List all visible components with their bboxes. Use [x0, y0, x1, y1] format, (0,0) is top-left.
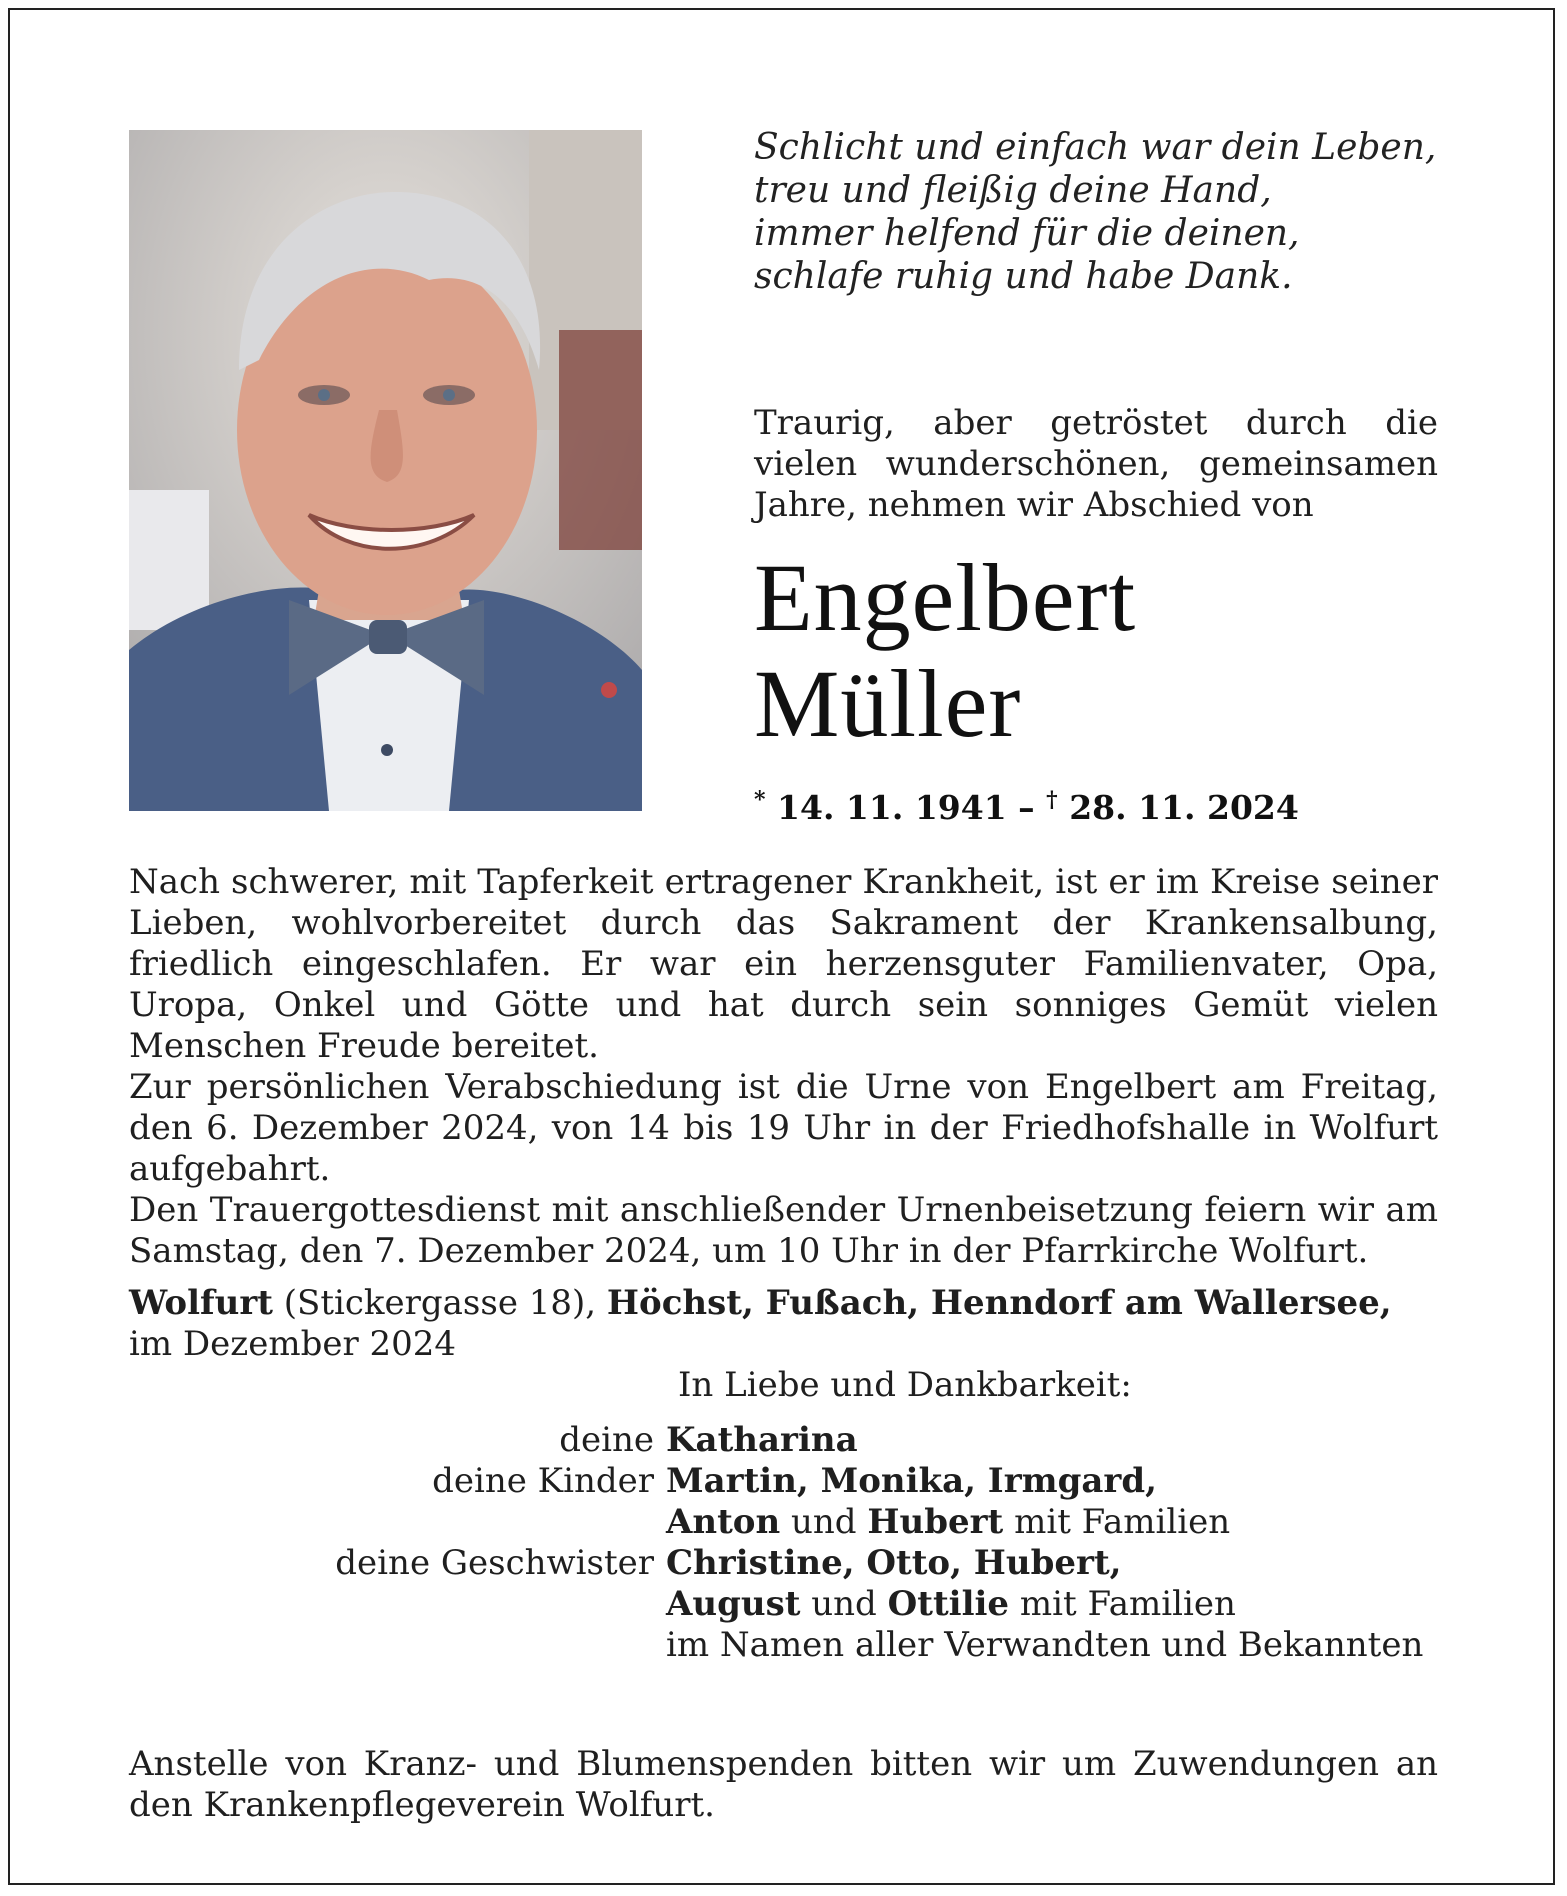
place-date: im Dezember 2024 — [129, 1324, 457, 1364]
poem-line: immer helfend für die deinen, — [754, 213, 1300, 254]
death-mark: † — [1046, 787, 1058, 813]
conjunction: und — [800, 1584, 888, 1624]
intro-text: Traurig, aber getröstet durch die vielen wunderschönen, gemeinsamen Jahre, nehmen wir Abschied von — [754, 403, 1438, 525]
mourner-row — [129, 1461, 1449, 1502]
life-dates — [754, 780, 1299, 828]
birth-mark: * — [754, 787, 766, 813]
mourner-name: Hubert — [867, 1502, 1004, 1542]
families-note: mit Familien — [1003, 1502, 1231, 1542]
place-town: Wolfurt — [129, 1283, 273, 1323]
thanks-line: In Liebe und Dankbarkeit: — [678, 1365, 1132, 1405]
conjunction: und — [780, 1502, 868, 1542]
body-paragraph: Den Trauergottesdienst mit anschließender Urnenbeisetzung feiern wir am Samstag, den 7. Dezember 2024, um 10 Uhr in der Pfarrkirche Wolfurt. — [129, 1190, 1438, 1271]
mourner-name: Anton — [666, 1502, 781, 1542]
relatives-note: im Namen aller Verwandten und Bekannten — [666, 1625, 1424, 1665]
poem-line: schlafe ruhig und habe Dank. — [754, 256, 1293, 297]
first-name: Engelbert — [754, 544, 1137, 651]
date-dash: – — [1018, 788, 1035, 827]
mourner-name: Katharina — [666, 1420, 858, 1460]
mourner-label: deine — [559, 1420, 654, 1460]
place-others: Höchst, Fußach, Henndorf am Wallersee, — [606, 1283, 1392, 1323]
mourners-list — [129, 1420, 1449, 1666]
mourner-name: Ottilie — [887, 1584, 1010, 1624]
poem-line: Schlicht und einfach war dein Leben, — [754, 127, 1437, 168]
body-paragraph: Nach schwerer, mit Tapferkeit ertragener Krankheit, ist er im Kreise seiner Lieben, wohlvorbereitet durch das Sakrament der Krankensalbung, friedlich eingeschlafen. Er war ein herzensguter Familienvater, Opa, Uropa, Onkel und Götte und hat durch sein sonniges Gemüt vielen Menschen Freude bereitet. — [129, 862, 1438, 1066]
closing-note: Anstelle von Kranz- und Blumenspenden bitten wir um Zuwendungen an den Krankenpflegeverein Wolfurt. — [129, 1744, 1438, 1825]
body-paragraph: Zur persönlichen Verabschiedung ist die Urne von Engelbert am Freitag, den 6. Dezember 2024, von 14 bis 19 Uhr in der Friedhofshalle in Wolfurt aufgebahrt. — [129, 1067, 1438, 1189]
poem — [754, 126, 1436, 298]
birth-date: 14. 11. 1941 — [777, 788, 1007, 827]
mourner-label: deine Kinder — [432, 1461, 654, 1501]
place-and-date — [129, 1283, 1392, 1365]
mourner-label: deine Geschwister — [335, 1543, 654, 1583]
mourner-name: Martin, Monika, Irmgard, — [666, 1461, 1157, 1501]
mourner-name: August — [666, 1584, 801, 1624]
portrait-illustration — [129, 130, 642, 811]
mourner-row — [129, 1502, 1449, 1543]
death-date: 28. 11. 2024 — [1069, 788, 1299, 827]
place-address: (Stickergasse 18), — [272, 1283, 607, 1323]
mourner-row — [129, 1420, 1449, 1461]
obituary-body — [129, 862, 1438, 1272]
mourner-name: Christine, Otto, Hubert, — [666, 1543, 1122, 1583]
poem-line: treu und fleißig deine Hand, — [754, 170, 1272, 211]
portrait-photo — [129, 130, 642, 811]
last-name: Müller — [754, 650, 1022, 757]
mourner-row — [129, 1543, 1449, 1584]
families-note: mit Familien — [1009, 1584, 1236, 1624]
mourner-row — [129, 1584, 1449, 1625]
mourner-row — [129, 1625, 1449, 1666]
deceased-name — [754, 545, 1136, 757]
